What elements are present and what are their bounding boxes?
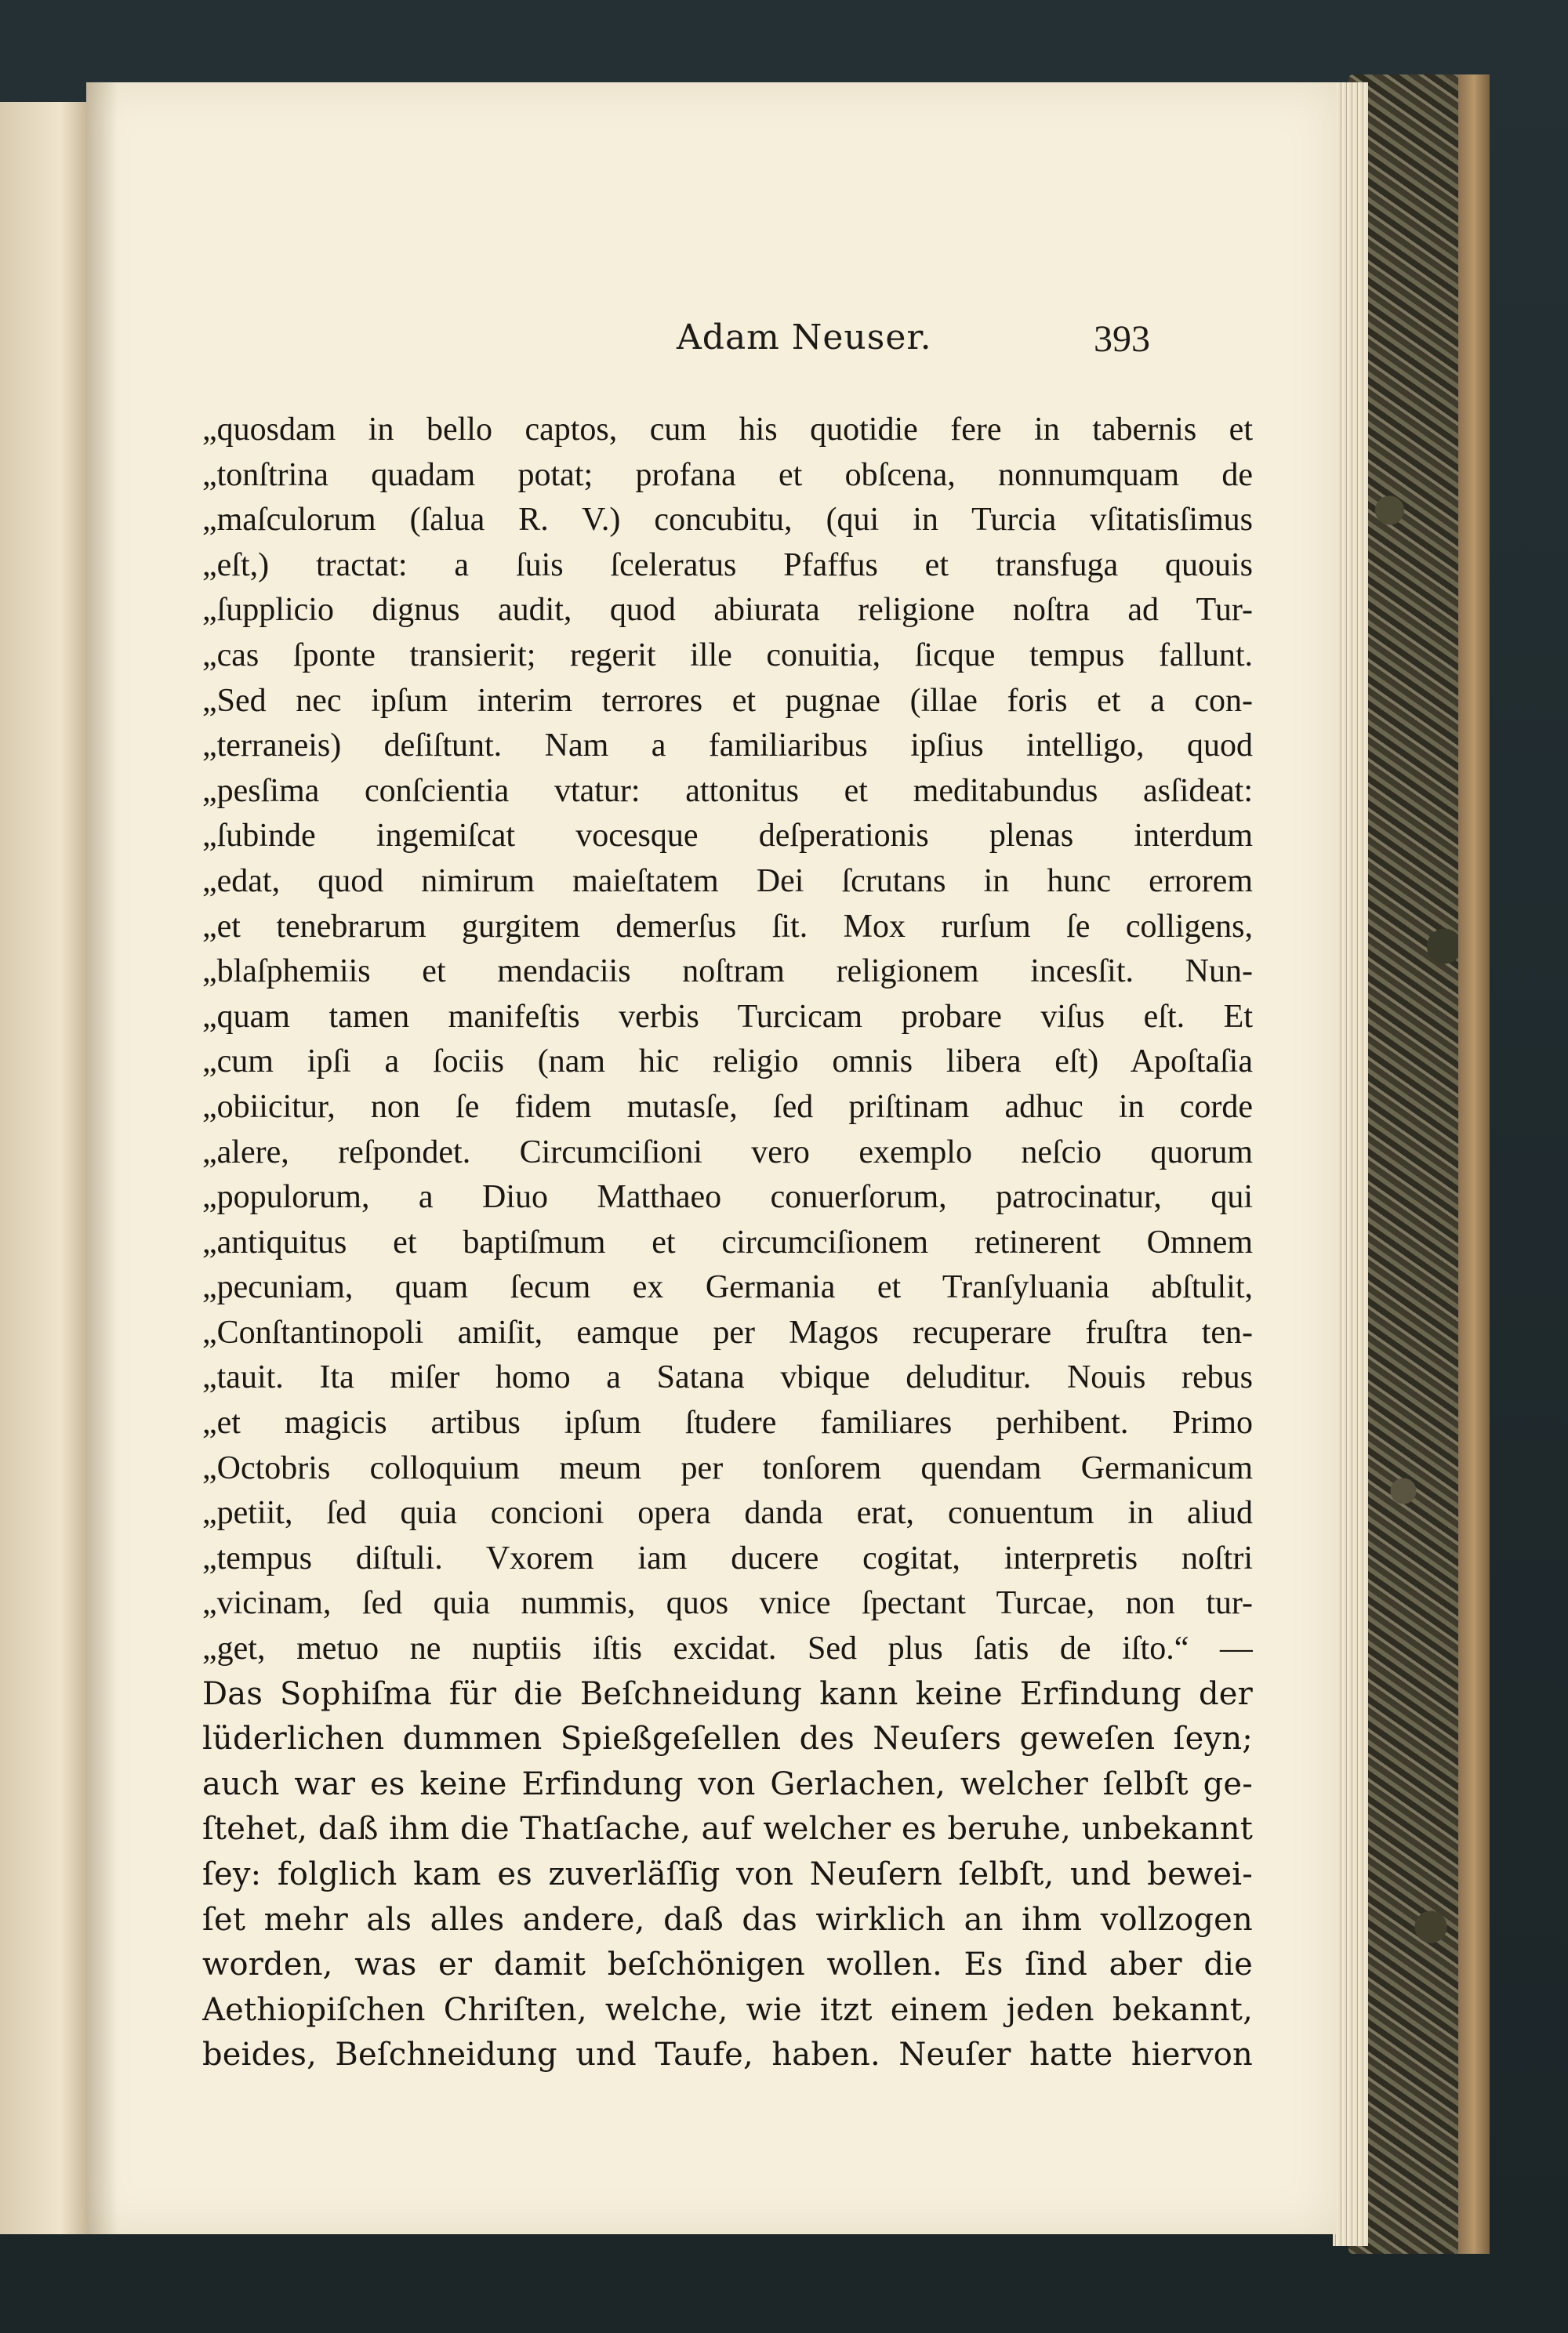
facing-page-edge <box>0 102 88 2234</box>
text-line: „pecuniam, quam ſecum ex Germania et Tranſyluania abſtulit, <box>202 1269 1253 1306</box>
text-line: „pesſima conſcientia vtatur: attonitus et meditabundus asſideat: <box>202 772 1253 809</box>
page-header <box>86 317 1337 365</box>
text-line: „quam tamen manifeſtis verbis Turcicam probare viſus eſt. Et <box>202 998 1253 1035</box>
text-line: „obiicitur, non ſe fidem mutasſe, ſed priſtinam adhuc in corde <box>202 1088 1253 1125</box>
text-line: „edat, quod nimirum maieſtatem Dei ſcrutans in hunc errorem <box>202 862 1253 899</box>
text-line: „blaſphemiis et mendaciis noſtram religionem incesſit. Nun- <box>202 953 1253 990</box>
body-text <box>202 408 1253 2078</box>
fraktur-text-line: ſtehet, daß ihm die Thatſache, auf welcher es beruhe, unbekannt <box>202 1811 1253 1848</box>
text-line: „get, metuo ne nuptiis iſtis excidat. Sed plus ſatis de iſto.“ — <box>202 1631 1253 1667</box>
text-line: „populorum, a Diuo Matthaeo conuerſorum, patrocinatur, qui <box>202 1179 1253 1216</box>
fraktur-text-line: worden, was er damit beſchönigen wollen. Es ſind aber die <box>202 1947 1253 1983</box>
fraktur-text-line: lüderlichen dummen Spießgeſellen des Neuſers geweſen ſeyn; <box>202 1721 1253 1758</box>
text-line: „Conſtantinopoli amiſit, eamque per Magos recuperare fruſtra ten- <box>202 1314 1253 1351</box>
fraktur-text-line: ſet mehr als alles andere, daß das wirklich an ihm vollzogen <box>202 1901 1253 1938</box>
text-line: „maſculorum (ſalua R. V.) concubitu, (qui in Turcia vſitatisſimus <box>202 502 1253 539</box>
text-line: „cas ſponte transierit; regerit ille conuitia, ſicque tempus fallunt. <box>202 637 1253 673</box>
fraktur-text-line: ſey: folglich kam es zuverläſſig von Neuſern ſelbſt, und bewei- <box>202 1856 1253 1892</box>
text-line: „et magicis artibus ipſum ſtudere familiares perhibent. Primo <box>202 1405 1253 1442</box>
fraktur-text-line: Aethiopiſchen Chriſten, welche, wie itzt einem jeden bekannt, <box>202 1991 1253 2028</box>
text-line: „terraneis) deſiſtunt. Nam a familiaribus ipſius intelligo, quod <box>202 727 1253 764</box>
text-line: „alere, reſpondet. Circumciſioni vero exemplo neſcio quorum <box>202 1134 1253 1170</box>
text-line: „petiit, ſed quia concioni opera danda erat, conuentum in aliud <box>202 1495 1253 1532</box>
running-head: Adam Neuser. <box>677 317 932 357</box>
text-line: „cum ipſi a ſociis (nam hic religio omnis libera eſt) Apoſtaſia <box>202 1043 1253 1080</box>
stacked-page-edges <box>1333 82 1368 2246</box>
text-line: „Octobris colloquium meum per tonſorem quendam Germanicum <box>202 1450 1253 1486</box>
fraktur-text-line: Das Sophiſma für die Beſchneidung kann keine Erfindung der <box>202 1675 1253 1712</box>
text-line: „antiquitus et baptiſmum et circumciſionem retinerent Omnem <box>202 1224 1253 1261</box>
text-line: „tempus diſtuli. Vxorem iam ducere cogitat, interpretis noſtri <box>202 1540 1253 1576</box>
fraktur-text-line: beides, Beſchneidung und Taufe, haben. Neuſer hatte hiervon <box>202 2037 1253 2074</box>
text-line: „et tenebrarum gurgitem demerſus ſit. Mox rurſum ſe colligens, <box>202 908 1253 945</box>
text-line: „ſubinde ingemiſcat vocesque deſperationis plenas interdum <box>202 818 1253 854</box>
text-line: „ſupplicio dignus audit, quod abiurata religione noſtra ad Tur- <box>202 592 1253 629</box>
text-line: „vicinam, ſed quia nummis, quos vnice ſpectant Turcae, non tur- <box>202 1585 1253 1622</box>
text-line: „Sed nec ipſum interim terrores et pugnae (illae foris et a con- <box>202 682 1253 719</box>
cover-binding-edge <box>1458 74 1490 2254</box>
fraktur-text-line: auch war es keine Erfindung von Gerlachen, welcher ſelbſt ge- <box>202 1765 1253 1802</box>
book-page <box>86 82 1337 2234</box>
page-number: 393 <box>1094 318 1150 360</box>
text-line: „tonſtrina quadam potat; profana et obſcena, nonnumquam de <box>202 456 1253 493</box>
text-line: „tauit. Ita miſer homo a Satana vbique deluditur. Nouis rebus <box>202 1359 1253 1396</box>
text-line: „quosdam in bello captos, cum his quotidie fere in tabernis et <box>202 412 1253 448</box>
text-line: „eſt,) tractat: a ſuis ſceleratus Pfaffus et transfuga quouis <box>202 546 1253 583</box>
